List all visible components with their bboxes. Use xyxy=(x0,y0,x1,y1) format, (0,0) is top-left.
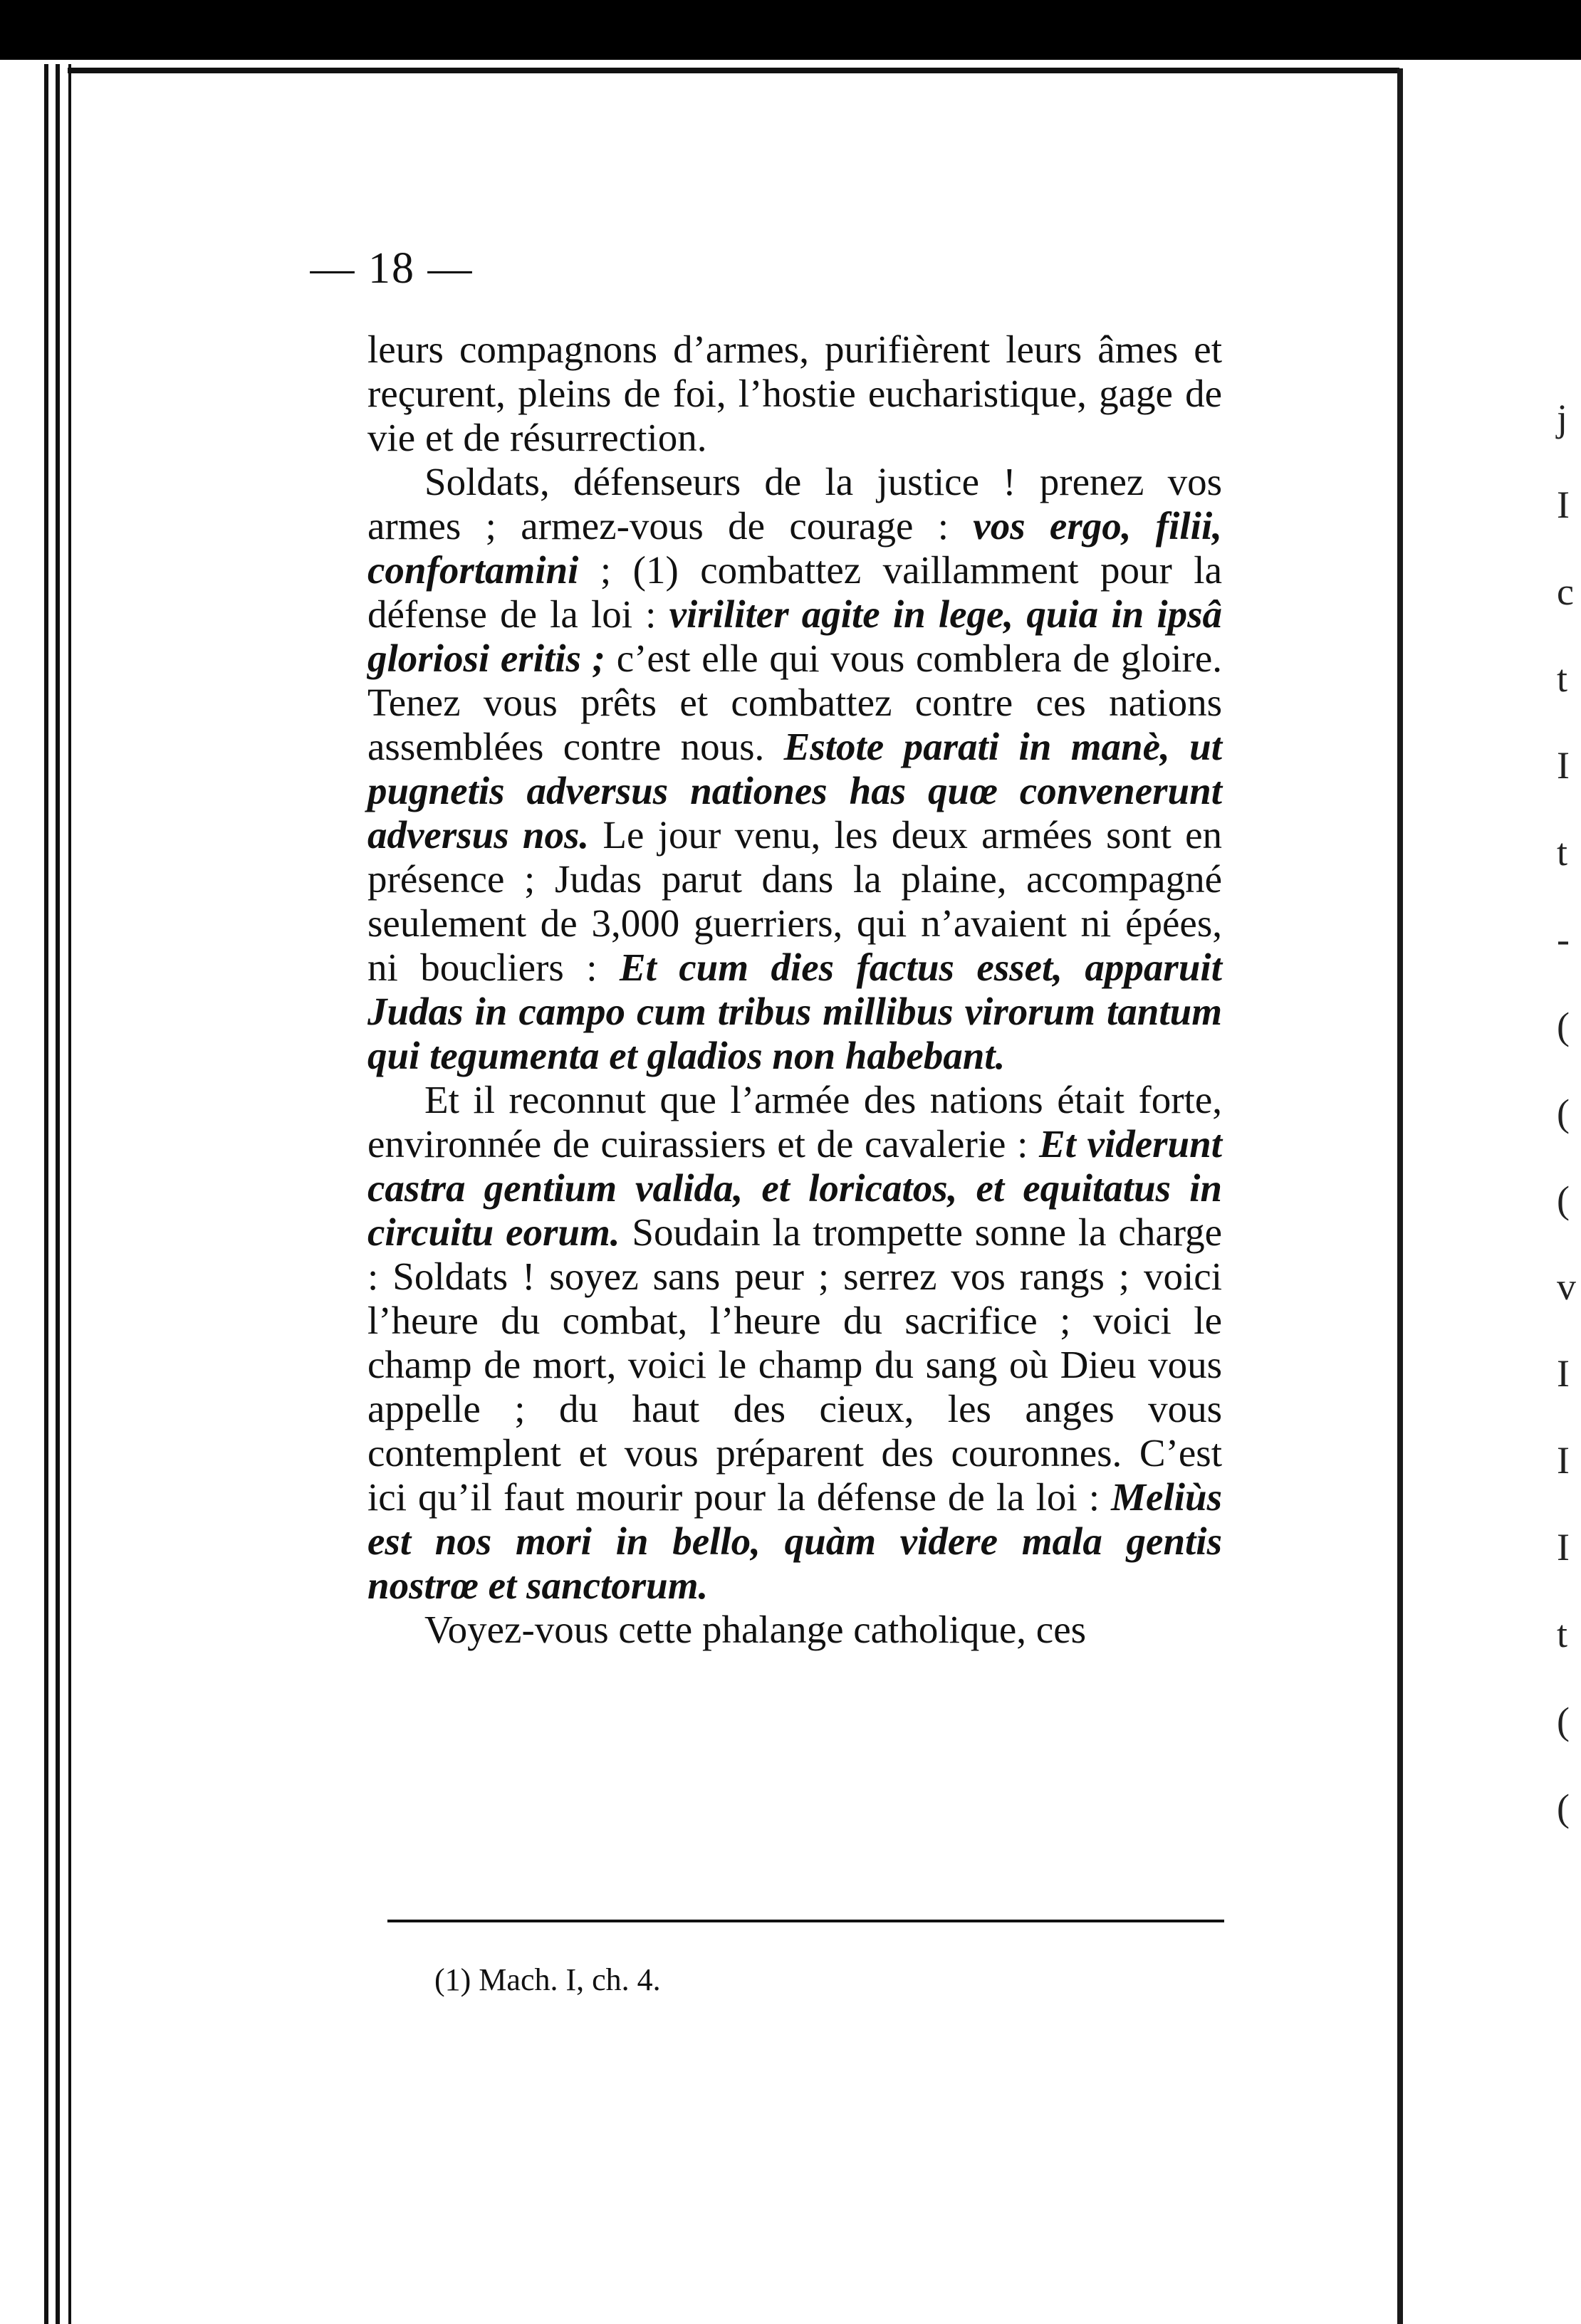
text-segment: Soldats, défenseurs de la justice ! prenez vos armes ; armez-vous de courage : xyxy=(367,460,1222,548)
adjacent-page-letter: v xyxy=(1557,1265,1576,1308)
text-segment: Soudain la trompette sonne la charge : Soldats ! soyez sans peur ; serrez vos rangs ; voici l’heure du combat, l’heure du sacrifice ; voici le champ de mort, voici le champ du sang où Dieu vous appelle ; du haut des cieux, les anges vous contemplent et vous préparent des couronnes. C’est ici qu’il faut mourir pour la défense de la loi : xyxy=(367,1210,1222,1519)
footnote: (1) Mach. I, ch. 4. xyxy=(434,1962,661,1997)
latin-quotation: Et viderunt castra gentium valida, et loricatos, et equitatus in circuitu eorum. xyxy=(367,1122,1222,1254)
paragraph xyxy=(367,460,1222,1078)
scan-top-border xyxy=(0,0,1581,60)
binding-line xyxy=(68,64,71,2324)
page-number: — 18 — xyxy=(310,244,474,293)
adjacent-page-letter: j xyxy=(1557,397,1568,439)
binding-line xyxy=(44,64,48,2324)
body-text xyxy=(367,328,1222,1652)
text-segment: leurs compagnons d’armes, purifièrent leurs âmes et reçurent, pleins de foi, l’hostie eucharistique, gage de vie et de résurrection. xyxy=(367,328,1222,459)
latin-quotation: Meliùs est nos mori in bello, quàm videre mala gentis nostrœ et sanctorum. xyxy=(367,1475,1222,1607)
latin-quotation: vos ergo, filii, confortamini xyxy=(367,504,1222,592)
adjacent-page-letter: I xyxy=(1557,483,1570,526)
scan-left-margin xyxy=(0,60,43,2324)
paragraph xyxy=(367,328,1222,460)
next-page-edge xyxy=(1404,68,1581,2324)
page-top-edge xyxy=(68,68,1399,73)
text-segment: Et il reconnut que l’armée des nations était forte, environnée de cuirassiers et de cavalerie : xyxy=(367,1078,1222,1166)
text-segment: Le jour venu, les deux armées sont en présence ; Judas parut dans la plaine, accompagné seulement de 3,000 guerriers, qui n’avaient ni épées, ni boucliers : xyxy=(367,813,1222,989)
adjacent-page-letter: I xyxy=(1557,1352,1570,1395)
adjacent-page-letter: ( xyxy=(1557,1786,1570,1829)
adjacent-page-letter: c xyxy=(1557,570,1574,613)
adjacent-page-letter: t xyxy=(1557,831,1568,874)
adjacent-page-letter: ( xyxy=(1557,1178,1570,1221)
adjacent-page-letter: I xyxy=(1557,744,1570,787)
paragraph xyxy=(367,1078,1222,1608)
adjacent-page-letter: - xyxy=(1557,918,1570,961)
adjacent-page-letter: I xyxy=(1557,1526,1570,1569)
latin-quotation: viriliter agite in lege, quia in ipsâ gloriosi eritis ; xyxy=(367,592,1223,680)
adjacent-page-letter: t xyxy=(1557,657,1568,700)
page-gutter xyxy=(1397,68,1403,2324)
binding-line xyxy=(56,64,60,2324)
adjacent-page-letter: t xyxy=(1557,1613,1568,1655)
adjacent-page-letter: ( xyxy=(1557,1700,1570,1742)
adjacent-page-letter: ( xyxy=(1557,1005,1570,1047)
adjacent-page-letter: ( xyxy=(1557,1092,1570,1134)
text-segment: Voyez-vous cette phalange catholique, ces xyxy=(424,1608,1087,1651)
paragraph xyxy=(367,1608,1222,1652)
text-segment: ; (1) combattez vaillamment pour la défense de la loi : xyxy=(367,548,1222,636)
latin-quotation: Et cum dies factus esset, apparuit Judas in campo cum tribus millibus virorum tantum qui tegumenta et gladios non habebant. xyxy=(367,946,1222,1077)
adjacent-page-letter: I xyxy=(1557,1439,1570,1482)
latin-quotation: Estote parati in manè, ut pugnetis adversus nationes has quœ convenerunt adversus nos. xyxy=(367,725,1222,857)
text-segment: c’est elle qui vous comblera de gloire. Tenez vous prêts et combattez contre ces nations assemblées contre nous. xyxy=(367,637,1222,768)
footnote-rule xyxy=(387,1920,1224,1922)
